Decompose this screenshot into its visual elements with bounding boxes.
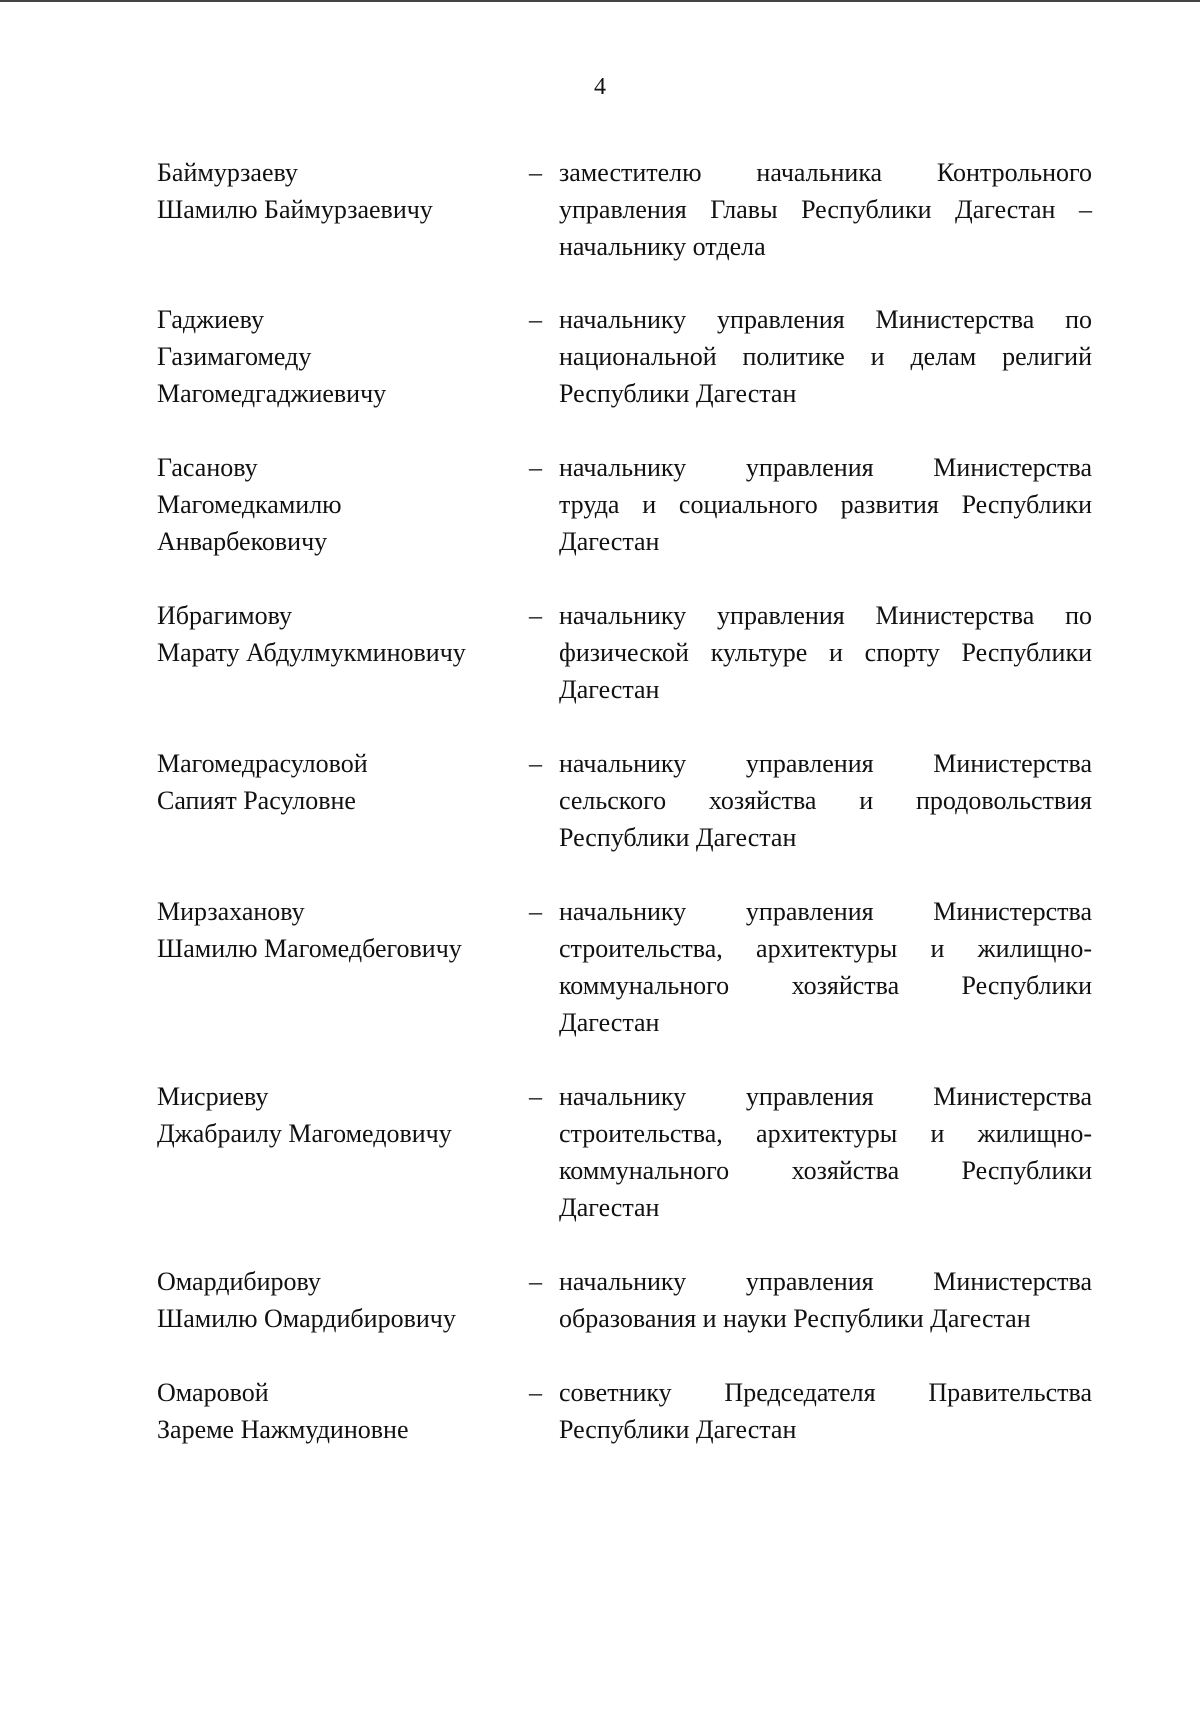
name-line: Мирзаханову [157,897,305,926]
person-name [157,1263,517,1337]
position-line: начальнику управления Министерства [559,1267,1092,1296]
name-line: Газимагомеду [157,342,312,371]
separator-dash: – [529,749,542,778]
position-line: Республики Дагестан [559,1415,797,1444]
position-title [559,745,1092,856]
name-line: Ибрагимову [157,601,292,630]
position-line: Дагестан [559,527,660,556]
separator-dash: – [529,1267,542,1296]
position-title [559,1078,1092,1226]
person-name [157,449,517,560]
position-line: образования и науки Республики Дагестан [559,1304,1031,1333]
name-line: Шамилю Баймурзаевичу [157,195,433,224]
separator-dash: – [529,1082,542,1111]
separator-dash: – [529,158,542,187]
page-number: 4 [594,74,606,100]
name-line: Магомедгаджиевичу [157,379,387,408]
position-line: физической культуре и спорту Республики [559,638,1092,667]
position-line: начальнику отдела [559,232,766,261]
position-line: Дагестан [559,1193,660,1222]
position-line: Республики Дагестан [559,823,797,852]
name-line: Баймурзаеву [157,158,298,187]
name-line: Шамилю Омардибировичу [157,1304,456,1333]
position-line: начальнику управления Министерства по [559,305,1092,334]
position-line: строительства, архитектуры и жилищно- [559,1119,1092,1148]
position-line: начальнику управления Министерства по [559,601,1092,630]
person-name [157,1374,517,1448]
person-name [157,745,517,819]
name-line: Омардибирову [157,1267,321,1296]
person-name [157,301,517,412]
position-line: Дагестан [559,675,660,704]
name-line: Марату Абдулмукминовичу [157,638,466,667]
name-line: Магомедкамилю [157,490,342,519]
name-line: Магомедрасуловой [157,749,368,778]
name-line: Омаровой [157,1378,269,1407]
separator-dash: – [529,897,542,926]
name-line: Мисриеву [157,1082,269,1111]
separator-dash: – [529,601,542,630]
position-line: начальнику управления Министерства [559,1082,1092,1111]
name-line: Сапият Расуловне [157,786,356,815]
name-line: Шамилю Магомедбеговичу [157,934,462,963]
position-line: сельского хозяйства и продовольствия [559,786,1092,815]
position-line: национальной политике и делам религий [559,342,1092,371]
position-line: строительства, архитектуры и жилищно- [559,934,1092,963]
position-line: коммунального хозяйства Республики [559,1156,1092,1185]
position-title [559,893,1092,1041]
position-line: начальнику управления Министерства [559,897,1092,926]
name-line: Анварбековичу [157,527,328,556]
person-name [157,597,517,671]
position-line: Республики Дагестан [559,379,797,408]
position-title [559,1263,1092,1337]
position-title [559,1374,1092,1448]
person-name [157,154,517,228]
position-line: Дагестан [559,1008,660,1037]
name-line: Зареме Нажмудиновне [157,1415,409,1444]
person-name [157,1078,517,1152]
position-line: управления Главы Республики Дагестан – [559,195,1092,224]
position-title [559,301,1092,412]
name-line: Джабраилу Магомедовичу [157,1119,452,1148]
position-line: начальнику управления Министерства [559,453,1092,482]
position-line: советнику Председателя Правительства [559,1378,1092,1407]
separator-dash: – [529,1378,542,1407]
name-line: Гаджиеву [157,305,264,334]
position-line: начальнику управления Министерства [559,749,1092,778]
person-name [157,893,517,967]
separator-dash: – [529,305,542,334]
position-line: заместителю начальника Контрольного [559,158,1092,187]
separator-dash: – [529,453,542,482]
page-top-border [0,0,1200,2]
position-line: коммунального хозяйства Республики [559,971,1092,1000]
position-title [559,154,1092,265]
name-line: Гасанову [157,453,258,482]
position-title [559,449,1092,560]
position-title [559,597,1092,708]
position-line: труда и социального развития Республики [559,490,1092,519]
